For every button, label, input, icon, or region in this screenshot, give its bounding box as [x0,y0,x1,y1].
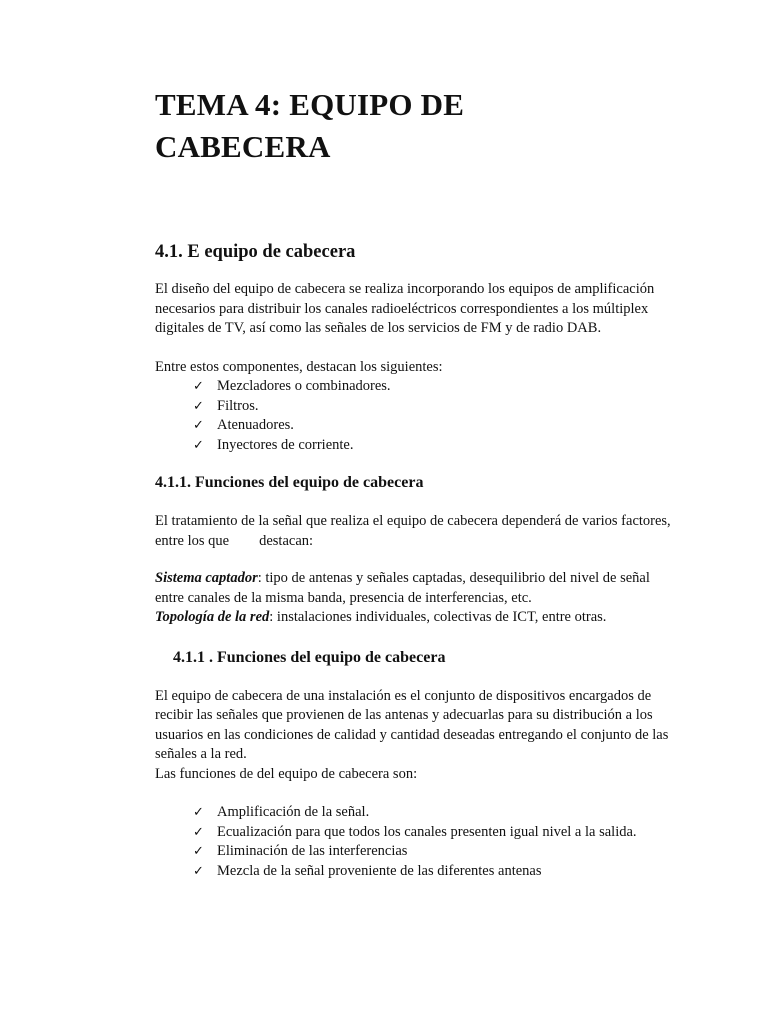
checkmark-icon: ✓ [193,379,204,394]
title-line-1: TEMA 4: EQUIPO DE [155,87,465,122]
components-list [155,377,675,455]
section-heading-4-1-1-repeat: 4.1.1 . Funciones del equipo de cabecera [173,648,446,666]
section-heading-4-1: 4.1. E equipo de cabecera [155,242,356,262]
section-heading-4-1-1: 4.1.1. Funciones del equipo de cabecera [155,474,424,491]
list-item: ✓ Filtros. [193,397,675,417]
page-title [155,84,675,168]
list-item: ✓ Atenuadores. [193,416,675,436]
section-2-paragraph: El tratamiento de la señal que realiza el equipo de cabecera dependerá de varios factores, entre los que destacan: [155,513,671,549]
checkmark-icon: ✓ [193,824,204,840]
checkmark-icon: ✓ [193,418,204,433]
functions-list [155,803,675,881]
section-1-paragraph: El diseño del equipo de cabecera se realiza incorporando los equipos de amplificación necesarios para distribuir los canales radioeléctricos correspondientes a los múltiplex digitales de TV, así como las señales de los servicios de FM y de radio DAB. [155,281,655,336]
document-page [155,84,675,881]
checkmark-icon: ✓ [193,398,204,414]
list-item: ✓ Amplificación de la señal. [193,803,675,823]
checkmark-icon: ✓ [193,863,204,879]
checkmark-icon: ✓ [193,844,204,859]
components-intro: Entre estos componentes, destacan los siguientes: [155,358,443,375]
list-item: ✓ Eliminación de las interferencias [193,842,675,862]
term-topologia-red: Topología de la red: instalaciones individuales, colectivas de ICT, entre otras. [155,609,607,625]
section-3-paragraph: El equipo de cabecera de una instalación es el conjunto de dispositivos encargados de recibir las señales que provienen de las antenas y adecuarlas para su distribución a los usuarios en las condiciones de calidad y cantidad deseadas entregando el conjunto de las señales a la red. [155,687,669,762]
list-item: ✓ Mezcla de la señal proveniente de las diferentes antenas [193,862,675,882]
checkmark-icon: ✓ [193,805,204,820]
list-item: ✓ Inyectores de corriente. [193,436,675,456]
term-sistema-captador: Sistema captador: tipo de antenas y señales captadas, desequilibrio del nivel de señal entre canales de la misma banda, presencia de interferencias, etc. [155,570,650,606]
title-line-2: CABECERA [155,129,331,164]
list-item: ✓ Mezcladores o combinadores. [193,377,675,397]
checkmark-icon: ✓ [193,437,204,453]
functions-intro: Las funciones de del equipo de cabecera son: [155,765,418,782]
list-item: ✓ Ecualización para que todos los canales presenten igual nivel a la salida. [193,823,675,843]
